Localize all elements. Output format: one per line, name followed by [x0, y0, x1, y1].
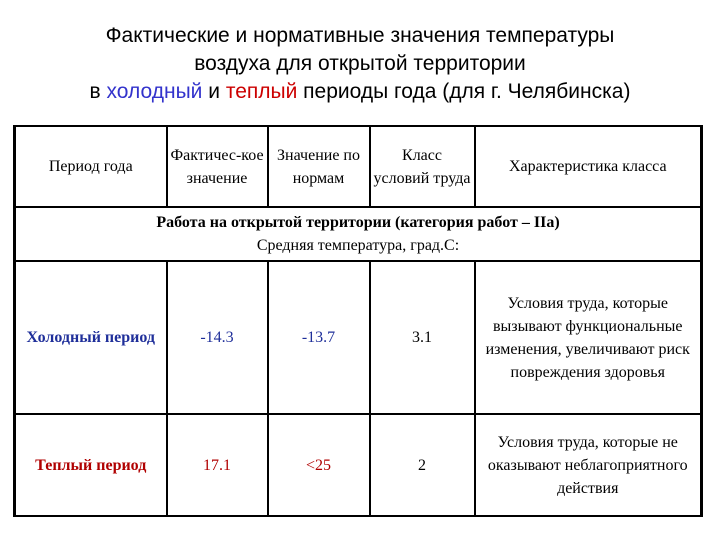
- header-actual-value: Фактичес-кое значение: [167, 126, 268, 207]
- table-row: [15, 261, 702, 414]
- row-cold-characteristic: Условия труда, которые вызывают функциональные изменения, увеличивают риск повреждения здоровья: [475, 261, 702, 414]
- row-warm-characteristic: Условия труда, которые не оказывают неблагоприятного действия: [475, 414, 702, 516]
- row-warm-actual: 17.1: [167, 414, 268, 516]
- section-cell: [15, 207, 702, 261]
- title-prefix: в: [89, 80, 107, 103]
- row-cold-norm: -13.7: [268, 261, 370, 414]
- table-row: [15, 414, 702, 516]
- header-norm-value: Значение по нормам: [268, 126, 370, 207]
- table-header-row: [15, 126, 702, 207]
- title-line-1: Фактические и нормативные значения температуры: [105, 24, 615, 47]
- row-warm-class: 2: [370, 414, 475, 516]
- header-period: Период года: [15, 126, 167, 207]
- header-work-class: Класс условий труда: [370, 126, 475, 207]
- row-warm-period: Теплый период: [15, 414, 167, 516]
- row-cold-period: Холодный период: [15, 261, 167, 414]
- title-warm-word: теплый: [225, 80, 298, 103]
- title-line-2: воздуха для открытой территории: [194, 52, 526, 75]
- page-title: [0, 22, 720, 106]
- section-title: Работа на открытой территории (категория работ – IIа): [156, 214, 560, 231]
- row-cold-actual: -14.3: [167, 261, 268, 414]
- temperature-table: [13, 125, 703, 517]
- title-cold-word: холодный: [106, 80, 203, 103]
- row-cold-class: 3.1: [370, 261, 475, 414]
- row-warm-norm: <25: [268, 414, 370, 516]
- title-line-3: [0, 78, 720, 106]
- title-conjunction: и: [202, 80, 226, 103]
- title-suffix: периоды года (для г. Челябинска): [297, 80, 631, 103]
- section-subtitle: Средняя температура, град.С:: [256, 237, 460, 254]
- header-class-characteristic: Характеристика класса: [475, 126, 702, 207]
- section-row: [15, 207, 702, 261]
